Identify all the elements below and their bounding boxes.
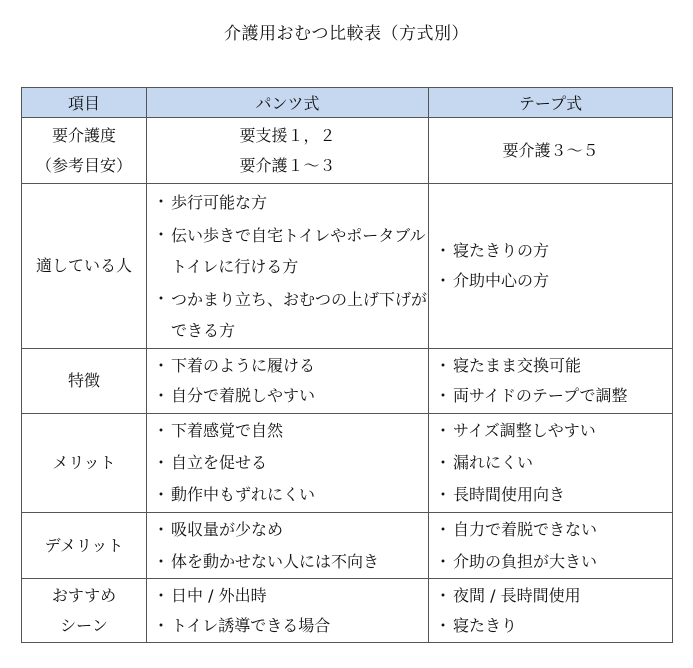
row-suitable (22, 184, 673, 349)
tape-demerits-list (429, 514, 672, 578)
header-pants: パンツ式 (147, 88, 429, 118)
pants-care-level-line1: 要支援１，２ (239, 125, 336, 145)
list-item: ・ つかまり立ち、おむつの上げ下げができる方 (157, 283, 428, 347)
tape-suitable-list (429, 236, 672, 296)
pants-care-level (147, 118, 429, 184)
list-item: ・ 寝たまま交換可能 (439, 351, 672, 381)
header-item: 項目 (22, 88, 147, 118)
pants-scenes (147, 579, 429, 643)
row-scenes (22, 579, 673, 643)
list-item: ・ 体を動かせない人には不向き (157, 546, 428, 578)
row-features (22, 349, 673, 414)
list-item: ・ 歩行可能な方 (157, 186, 428, 219)
list-item: ・ 寝たきり (439, 611, 672, 641)
tape-scenes (429, 579, 673, 643)
tape-care-level: 要介護３～５ (429, 118, 673, 184)
row-label-merits: メリット (22, 414, 147, 513)
tape-suitable (429, 184, 673, 349)
pants-demerits-list (147, 514, 428, 578)
list-item: ・ 介助の負担が大きい (439, 546, 672, 578)
list-item: ・ 介助中心の方 (439, 266, 672, 296)
pants-care-level-line2: 要介護１～３ (239, 155, 336, 175)
list-item: ・ サイズ調整しやすい (439, 415, 672, 447)
row-label-care-level (22, 118, 147, 184)
care-level-label-line1: 要介護度 (51, 125, 116, 145)
list-item: ・ 伝い歩きで自宅トイレやポータブルトイレに行ける方 (157, 219, 428, 283)
list-item: ・ 両サイドのテープで調整 (439, 381, 672, 411)
row-label-features: 特徴 (22, 349, 147, 414)
pants-scenes-list (147, 581, 428, 641)
header-tape: テープ式 (429, 88, 673, 118)
scenes-label-line2: シーン (60, 615, 108, 635)
row-label-scenes (22, 579, 147, 643)
tape-merits (429, 414, 673, 513)
care-level-label-line2: （参考目安） (35, 155, 132, 175)
tape-features-list (429, 351, 672, 411)
comparison-table (21, 87, 673, 643)
list-item: ・ 自力で着脱できない (439, 514, 672, 546)
list-item: ・ 夜間 / 長時間使用 (439, 581, 672, 611)
scenes-label-line1: おすすめ (51, 585, 117, 605)
row-label-suitable: 適している人 (22, 184, 147, 349)
list-item: ・ 自立を促せる (157, 447, 428, 479)
row-label-demerits: デメリット (22, 513, 147, 579)
list-item: ・ 吸収量が少なめ (157, 514, 428, 546)
list-item: ・ トイレ誘導できる場合 (157, 611, 428, 641)
pants-demerits (147, 513, 429, 579)
tape-features (429, 349, 673, 414)
pants-features-list (147, 351, 428, 411)
list-item: ・ 寝たきりの方 (439, 236, 672, 266)
pants-suitable-list (147, 186, 428, 347)
tape-demerits (429, 513, 673, 579)
list-item: ・ 長時間使用向き (439, 479, 672, 511)
row-merits (22, 414, 673, 513)
list-item: ・ 下着感覚で自然 (157, 415, 428, 447)
list-item: ・ 下着のように履ける (157, 351, 428, 381)
pants-merits-list (147, 415, 428, 511)
header-row (22, 88, 673, 118)
row-care-level (22, 118, 673, 184)
page-title: 介護用おむつ比較表（方式別） (224, 24, 469, 44)
list-item: ・ 自分で着脱しやすい (157, 381, 428, 411)
pants-suitable (147, 184, 429, 349)
row-demerits (22, 513, 673, 579)
list-item: ・ 漏れにくい (439, 447, 672, 479)
tape-scenes-list (429, 581, 672, 641)
pants-merits (147, 414, 429, 513)
pants-features (147, 349, 429, 414)
list-item: ・ 動作中もずれにくい (157, 479, 428, 511)
list-item: ・ 日中 / 外出時 (157, 581, 428, 611)
tape-merits-list (429, 415, 672, 511)
